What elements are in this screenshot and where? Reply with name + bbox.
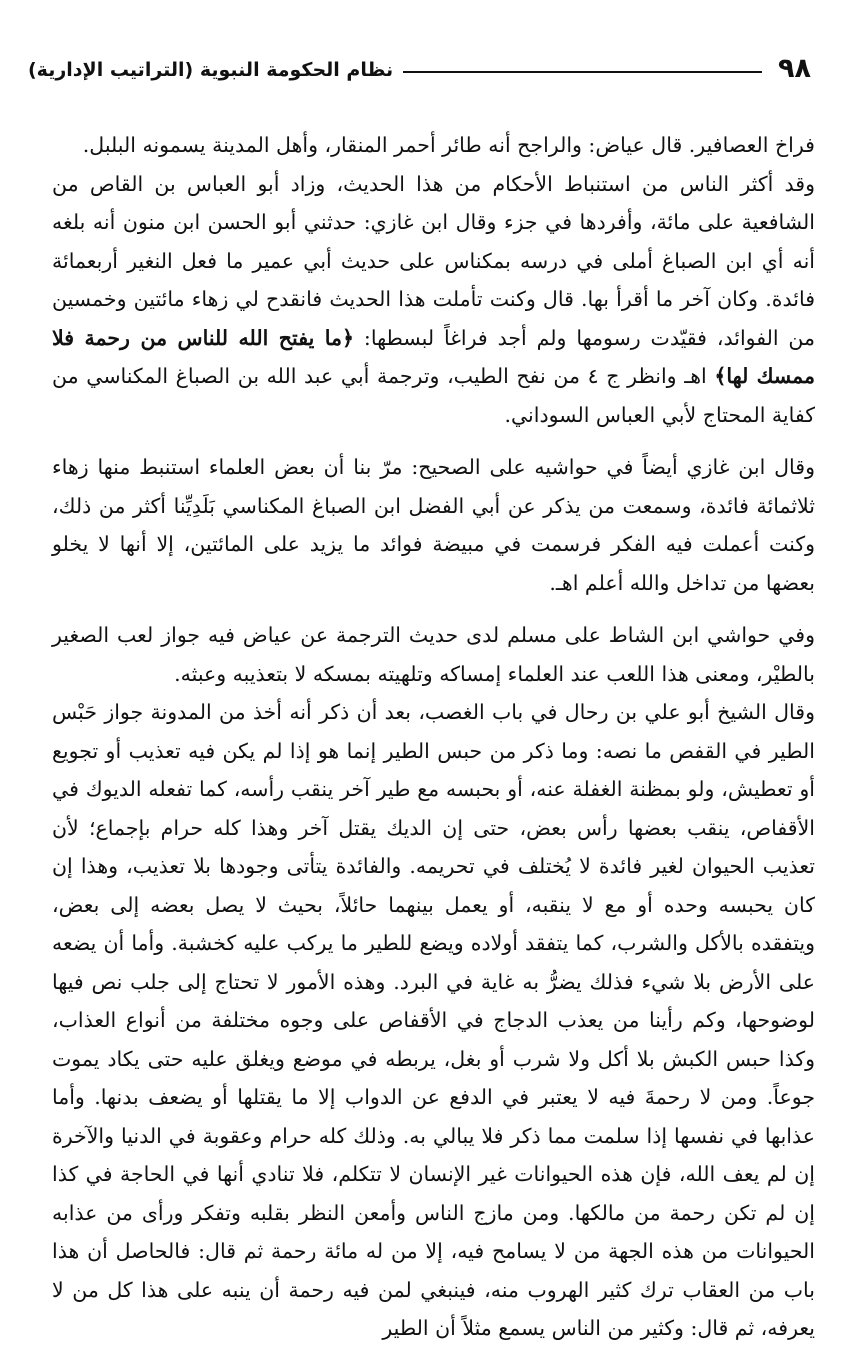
paragraph <box>52 693 815 1348</box>
paragraph-text: وفي حواشي ابن الشاط على مسلم لدى حديث الترجمة عن عياض فيه جواز لعب الصغير بالطيْر، ومعنى هذا اللعب عند العلماء إمساكه وتلهيته بمسكه لا بتعذيبه وعبثه. <box>52 623 815 686</box>
running-title: نظام الحكومة النبوية (التراتيب الإدارية) <box>28 59 394 81</box>
paragraph-text: وقال الشيخ أبو علي بن رحال في باب الغصب، بعد أن ذكر أنه أخذ من المدونة جواز حَبْس الطير في القفص ما نصه: وما ذكر من حبس الطير إنما هو إذا لم يكن فيه تعذيب أو تجويع أو تعطيش، ولو بمظنة الغفلة عنه، أو بحبسه مع طير آخر ينقب رأسه، كما تفعله الديوك في الأقفاص، ينقب بعضها رأس بعض، حتى إن الديك يقتل آخر وهذا كله حرام بإجماع؛ لأن تعذيب الحيوان لغير فائدة لا يُختلف في تحريمه. والفائدة يتأتى وجودها بلا تعذيب، وهذا إن كان يحبسه وحده أو مع لا ينقبه، أو يعمل بينهما حائلاً، بحيث لا يصل بعضه إلى بعض، ويتفقده بالأكل والشرب، كما يتفقد أولاده ويضع للطير ما يركب عليه كخشبة. وأما أن يضعه على الأرض بلا شيء فذلك يضرُّ به غاية في البرد. وهذه الأمور لا تحتاج إلى جلب نص فيها لوضوحها، وكم رأينا من يعذب الدجاج في الأقفاص على وجوه مختلفة من أنواع العذاب، وكذا حبس الكبش بلا أكل ولا شرب أو بغل، يربطه في موضع ويغلق عليه حتى يكاد يموت جوعاً. ومن لا رحمةَ فيه لا يعتبر في الدفع عن الدواب إلا ما يقتلها أو يضعف بدنها. وأما عذابها في نفسها إذا سلمت مما ذكر فلا يبالي به. وذلك كله حرام وعقوبة في الدنيا والآخرة إن لم يعف الله، فإن هذه الحيوانات غير الإنسان لا تتكلم، فلا تنادي أنها في الحاجة في كذا إن لم تكن رحمة من مالكها. ومن مازج الناس وأمعن النظر بقلبه وتفكر ورأى من عذابه الحيوانات من هذه الجهة من لا يسامح فيه، إلا من له مائة رحمة ثم قال: فالحاصل أن هذا باب من العقاب ترك كثير الهروب منه، فينبغي لمن فيه رحمة أن ينبه على هذا كل من لا يعرفه، ثم قال: وكثير من الناس يسمع مثلاً أن الطير <box>52 700 815 1340</box>
paragraph-text: اهـ وانظر ج ٤ من نفح الطيب، وترجمة أبي عبد الله بن الصباغ المكناسي من كفاية المحتاج لأبي العباس السوداني. <box>52 364 815 427</box>
paragraph-text: فراخ العصافير. قال عياض: والراجح أنه طائر أحمر المنقار، وأهل المدينة يسمونه البلبل. <box>82 133 815 157</box>
paragraph-text: وقد أكثر الناس من استنباط الأحكام من هذا الحديث، وزاد أبو العباس بن القاص من الشافعية على مائة، وأفردها في جزء وقال ابن غازي: حدثني أبو الحسن ابن منون أنه بلغه أنه أي ابن الصباغ أملى في درسه بمكناس على حديث أبي عمير ما فعل النغير أربعمائة فائدة. وكان آخر ما أقرأ بها. قال وكنت تأملت هذا الحديث فانقدح لي زهاء مائتين وخمسين من الفوائد، فقيّدت رسومها ولم أجد فراغاً لبسطها: <box>52 171 816 350</box>
paragraph <box>52 448 815 602</box>
paragraph <box>52 165 815 435</box>
paragraph-text: وقال ابن غازي أيضاً في حواشيه على الصحيح: مرّ بنا أن بعض العلماء استنبط منها زهاء ثلاثمائة فائدة، وسمعت من يذكر عن أبي الفضل ابن الصباغ المكناسي بَلَدِيِّنا أكثر من ذلك، وكنت أعملت فيه الفكر فرسمت في مبيضة فوائد ما يزيد على المائتين، إلا أنها لا يخلو بعضها من تداخل والله أعلم اهـ. <box>52 455 815 595</box>
quran-quote: ﴿ما يفتح الله للناس من رحمة فلا ممسك لها﴾ <box>52 325 815 388</box>
paragraph <box>52 126 815 165</box>
body-text <box>52 126 815 1348</box>
page-number: ٩٨ <box>778 53 811 84</box>
running-header <box>28 46 811 82</box>
paragraph <box>52 616 815 693</box>
header-rule <box>403 71 762 73</box>
